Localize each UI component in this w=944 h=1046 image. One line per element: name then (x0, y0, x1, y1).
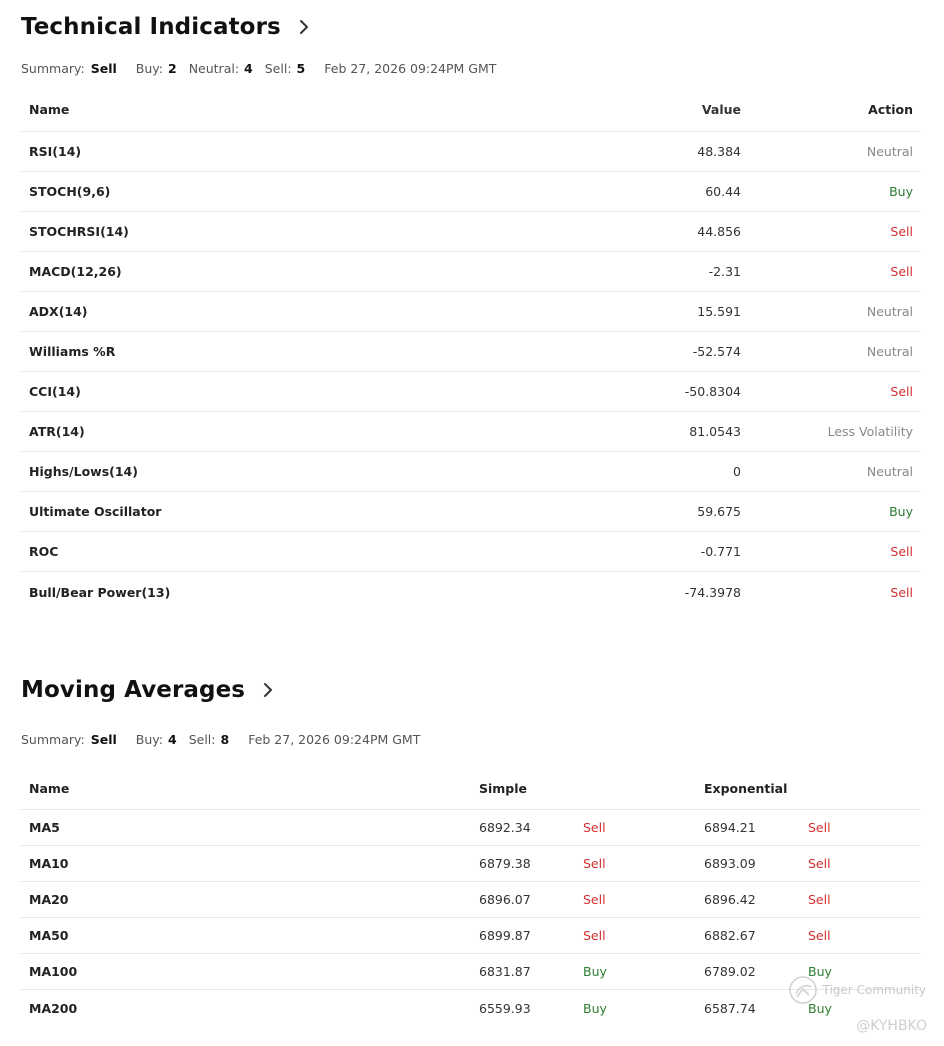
moving-timestamp: Feb 27, 2026 09:24PM GMT (248, 732, 421, 747)
neutral-count: 4 (244, 61, 253, 76)
ma-name: MA10 (29, 856, 69, 871)
technical-timestamp: Feb 27, 2026 09:24PM GMT (324, 61, 497, 76)
moving-summary-bar (21, 732, 420, 747)
indicator-name: MACD(12,26) (29, 264, 122, 279)
chevron-right-icon[interactable] (259, 681, 277, 699)
indicator-name: STOCH(9,6) (29, 184, 111, 199)
indicator-name: STOCHRSI(14) (29, 224, 129, 239)
header-name: Name (29, 780, 70, 796)
table-row (21, 412, 921, 452)
simple-value: 6831.87 (479, 964, 531, 979)
tiger-community-watermark (787, 974, 927, 1006)
indicator-name: Ultimate Oscillator (29, 504, 162, 519)
table-row (21, 172, 921, 212)
simple-value: 6896.07 (479, 892, 531, 907)
indicator-name: ADX(14) (29, 304, 88, 319)
indicator-action: Less Volatility (827, 424, 913, 439)
indicator-name: RSI(14) (29, 144, 82, 159)
table-row (21, 492, 921, 532)
table-row (21, 372, 921, 412)
summary-value: Sell (90, 732, 117, 747)
moving-averages-heading[interactable] (21, 677, 277, 703)
table-row (21, 212, 921, 252)
exponential-action: Sell (808, 928, 831, 943)
indicator-value: -0.771 (700, 544, 741, 559)
indicator-action: Sell (890, 544, 913, 559)
indicator-action: Sell (890, 224, 913, 239)
simple-value: 6879.38 (479, 856, 531, 871)
indicator-value: -50.8304 (684, 384, 741, 399)
ma-name: MA50 (29, 928, 69, 943)
technical-buy-count (136, 61, 177, 76)
sell-count: 5 (296, 61, 306, 76)
moving-summary (21, 732, 117, 747)
table-row (21, 452, 921, 492)
summary-value: Sell (90, 61, 117, 76)
summary-label: Summary: (21, 61, 85, 76)
moving-averages-title: Moving Averages (21, 677, 246, 703)
indicator-action: Neutral (866, 464, 913, 479)
technical-summary-bar (21, 61, 496, 76)
indicator-name: ROC (29, 544, 59, 559)
ma-name: MA5 (29, 820, 60, 835)
indicator-action: Neutral (866, 144, 913, 159)
indicator-value: 60.44 (705, 184, 741, 199)
tiger-community-logo-icon (787, 974, 819, 1006)
summary-label: Summary: (21, 732, 85, 747)
table-row (21, 572, 921, 612)
watermark-brand: Tiger Community (822, 983, 926, 997)
buy-count: 4 (167, 732, 177, 747)
buy-label: Buy: (135, 61, 163, 76)
table-row (21, 810, 921, 846)
technical-indicators-title: Technical Indicators (21, 14, 281, 40)
exponential-action: Sell (808, 820, 831, 835)
indicator-action: Sell (890, 384, 913, 399)
table-header (21, 88, 921, 132)
neutral-label: Neutral: (188, 61, 240, 76)
exponential-action: Sell (808, 856, 831, 871)
table-row (21, 132, 921, 172)
simple-action: Sell (583, 820, 606, 835)
exponential-action: Sell (808, 892, 831, 907)
simple-action: Buy (583, 1000, 607, 1016)
indicator-action: Buy (889, 184, 913, 199)
ma-name: MA200 (29, 1000, 78, 1016)
indicator-action: Sell (890, 264, 913, 279)
ma-name: MA100 (29, 964, 78, 979)
indicator-value: -52.574 (692, 344, 741, 359)
simple-value: 6899.87 (479, 928, 531, 943)
technical-rows (21, 132, 921, 612)
exponential-value: 6882.67 (704, 928, 756, 943)
header-simple: Simple (479, 780, 528, 796)
ma-name: MA20 (29, 892, 69, 907)
indicator-value: 0 (733, 464, 741, 479)
table-row (21, 846, 921, 882)
exponential-action: Buy (808, 1000, 832, 1016)
table-row (21, 918, 921, 954)
table-row (21, 882, 921, 918)
exponential-value: 6894.21 (704, 820, 756, 835)
header-exponential: Exponential (704, 780, 788, 796)
exponential-action: Buy (808, 964, 832, 979)
header-name: Name (29, 102, 70, 117)
table-row (21, 332, 921, 372)
exponential-value: 6893.09 (704, 856, 756, 871)
technical-neutral-count (189, 61, 253, 76)
indicator-action: Neutral (866, 344, 913, 359)
indicator-action: Sell (890, 584, 913, 600)
sell-label: Sell: (188, 732, 216, 747)
indicator-value: 44.856 (697, 224, 741, 239)
indicator-value: 59.675 (697, 504, 741, 519)
indicator-name: ATR(14) (29, 424, 85, 439)
indicator-name: CCI(14) (29, 384, 81, 399)
indicator-name: Williams %R (29, 344, 116, 359)
exponential-value: 6789.02 (704, 964, 756, 979)
simple-value: 6892.34 (479, 820, 531, 835)
simple-value: 6559.93 (479, 1000, 531, 1016)
indicator-action: Neutral (866, 304, 913, 319)
table-header (21, 767, 921, 810)
simple-action: Sell (583, 856, 606, 871)
chevron-right-icon[interactable] (295, 18, 313, 36)
technical-sell-count (265, 61, 306, 76)
indicator-value: -74.3978 (684, 584, 741, 600)
moving-buy-count (136, 732, 177, 747)
header-action: Action (868, 102, 913, 117)
exponential-value: 6587.74 (704, 1000, 756, 1016)
simple-action: Sell (583, 892, 606, 907)
sell-count: 8 (220, 732, 230, 747)
indicator-value: 81.0543 (689, 424, 741, 439)
technical-indicators-heading[interactable] (21, 14, 313, 40)
indicator-value: 15.591 (697, 304, 741, 319)
technical-summary (21, 61, 117, 76)
table-row (21, 252, 921, 292)
buy-count: 2 (167, 61, 177, 76)
indicator-value: 48.384 (697, 144, 741, 159)
indicator-name: Highs/Lows(14) (29, 464, 138, 479)
table-row (21, 532, 921, 572)
exponential-value: 6896.42 (704, 892, 756, 907)
indicator-value: -2.31 (708, 264, 741, 279)
indicator-action: Buy (889, 504, 913, 519)
simple-action: Buy (583, 964, 607, 979)
simple-action: Sell (583, 928, 606, 943)
indicator-name: Bull/Bear Power(13) (29, 584, 171, 600)
technical-indicators-table (21, 88, 921, 612)
watermark-handle: @KYHBKO (856, 1018, 927, 1034)
moving-sell-count (189, 732, 230, 747)
table-row (21, 292, 921, 332)
buy-label: Buy: (135, 732, 163, 747)
header-value: Value (701, 102, 741, 117)
sell-label: Sell: (264, 61, 292, 76)
